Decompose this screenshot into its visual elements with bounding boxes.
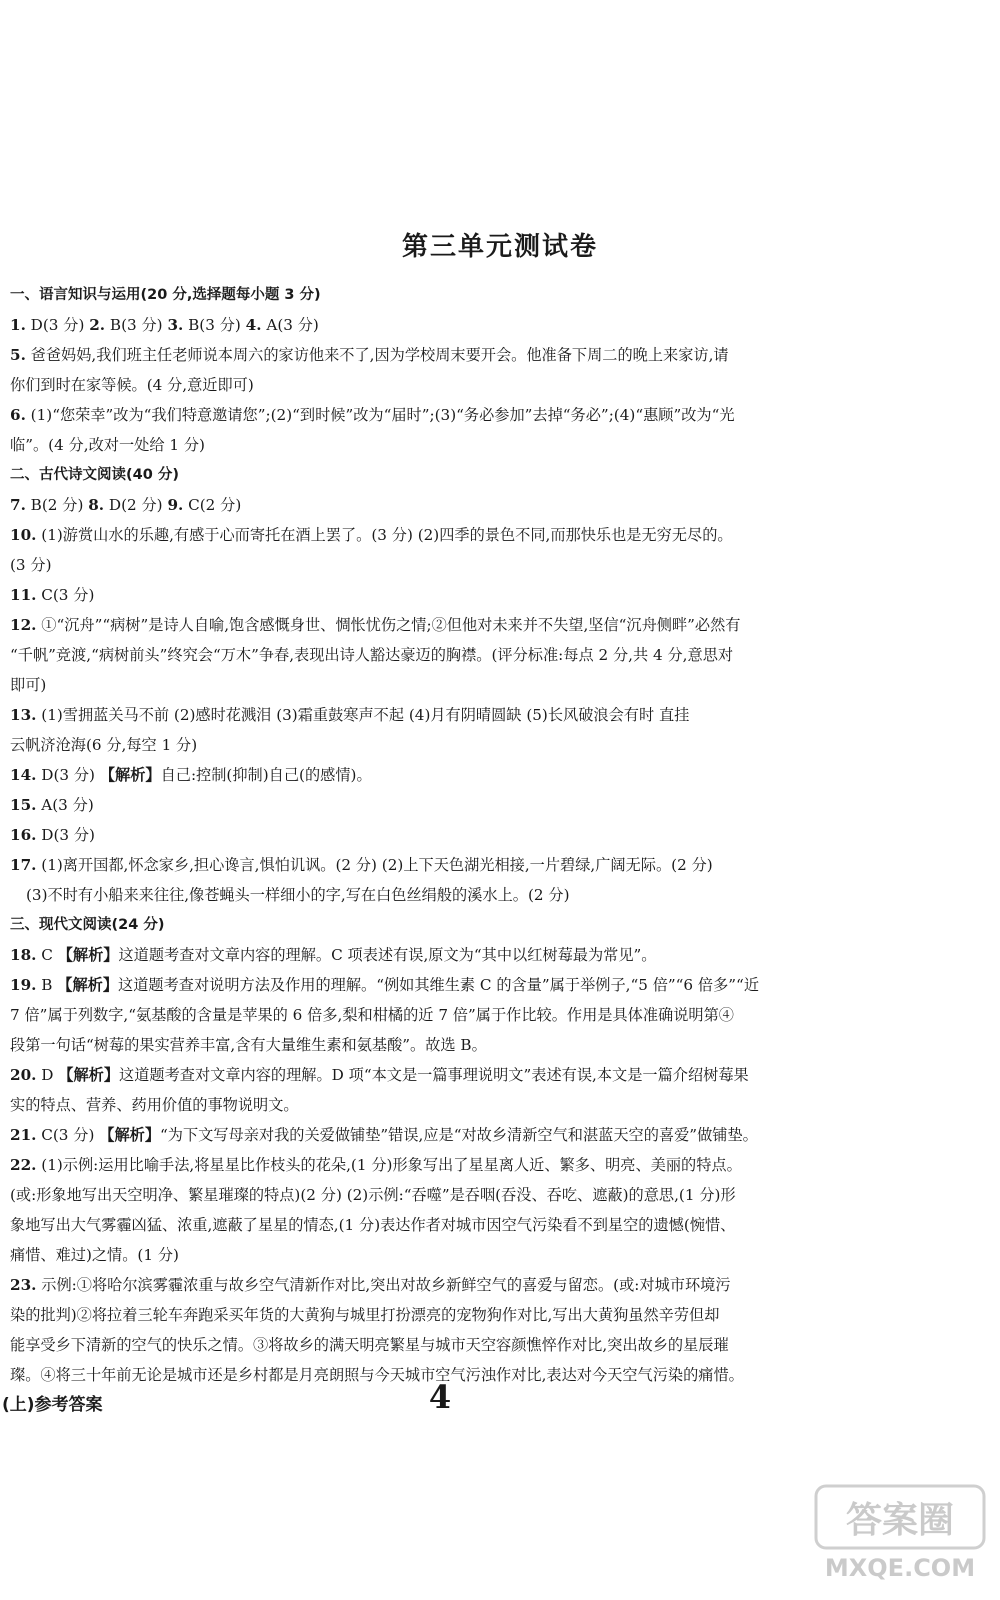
question-number: 11. (10, 586, 37, 604)
line-text: 你们到时在家等候。(4 分,意近即可) (10, 376, 254, 394)
analysis-tag: 【解析】 (57, 976, 119, 994)
answer-line (10, 850, 870, 880)
question-number: 13. (10, 706, 37, 724)
analysis-tag: 【解析】 (57, 946, 119, 964)
line-text: 染的批判)②将拉着三轮车奔跑采买年货的大黄狗与城里打扮漂亮的宠物狗作对比,写出大黄狗虽然辛劳但却 (10, 1306, 720, 1324)
answer-line (10, 580, 870, 610)
line-text: 实的特点、营养、药用价值的事物说明文。 (10, 1096, 299, 1114)
page-title: 第三单元测试卷 (401, 232, 598, 262)
answer-line (10, 370, 870, 400)
question-number: 16. (10, 826, 37, 844)
line-text: D(3 分) (25, 316, 90, 334)
line-text: 示例:①将哈尔滨雾霾浓重与故乡空气清新作对比,突出对故乡新鲜空气的喜爱与留恋。(或:对城市环境污 (36, 1276, 731, 1294)
answer-line (10, 1270, 870, 1300)
line-text: (1)游赏山水的乐趣,有感于心而寄托在酒上罢了。(3 分) (2)四季的景色不同,而那快乐也是无穷无尽的。 (36, 526, 733, 544)
line-text: (1)离开国都,怀念家乡,担心谗言,惧怕讥讽。(2 分) (2)上下天色湖光相接,一片碧绿,广阔无际。(2 分) (36, 856, 713, 874)
footer-label: (上)参考答案 (2, 1395, 103, 1415)
question-number: 20. (10, 1066, 37, 1084)
line-text: 三、现代文阅读(24 分) (10, 917, 165, 933)
question-number: 1. (10, 316, 26, 334)
answer-line (10, 1000, 870, 1030)
answer-line (10, 400, 870, 430)
line-text: 爸爸妈妈,我们班主任老师说本周六的家访他来不了,因为学校周末要开会。他准备下周二的晚上来家访,请 (25, 346, 729, 364)
watermark-main-text: 答案圈 (845, 1500, 955, 1541)
line-text: A(3 分) (36, 796, 94, 814)
answer-content (10, 280, 870, 1390)
line-text: D (36, 1066, 59, 1084)
answer-line (10, 1030, 870, 1060)
answer-line (10, 1090, 870, 1120)
answer-line (10, 940, 870, 970)
line-text: (1)示例:运用比喻手法,将星星比作枝头的花朵,(1 分)形象写出了星星离人近、繁多、明亮、美丽的特点。 (36, 1156, 742, 1174)
line-text: B(3 分) (183, 316, 246, 334)
line-text: A(3 分) (261, 316, 319, 334)
line-text: 临”。(4 分,改对一处给 1 分) (10, 436, 205, 454)
question-number: 5. (10, 346, 26, 364)
answer-line (10, 760, 870, 790)
line-text: 7 倍”属于列数字,“氨基酸的含量是苹果的 6 倍多,梨和柑橘的近 7 倍”属于作比较。作用是具体准确说明第④ (10, 1006, 734, 1024)
line-text: 即可) (10, 676, 47, 694)
question-number: 21. (10, 1126, 37, 1144)
line-text: 这道题考查对文章内容的理解。D 项“本文是一篇事理说明文”表述有误,本文是一篇介绍树莓果 (119, 1066, 749, 1084)
line-text: (或:形象地写出天空明净、繁星璀璨的特点)(2 分) (2)示例:“吞噬”是吞咽(吞没、吞吃、遮蔽)的意思,(1 分)形 (10, 1186, 736, 1204)
line-text: 这道题考查对说明方法及作用的理解。“例如其维生素 C 的含量”属于举例子,“5 倍”“6 倍多”“近 (118, 976, 760, 994)
section-heading (10, 280, 870, 310)
question-number: 23. (10, 1276, 37, 1294)
question-number: 9. (167, 496, 184, 514)
line-text: 能享受乡下清新的空气的快乐之情。③将故乡的满天明亮繁星与城市天空容颜憔悴作对比,突出故乡的星辰璀 (10, 1336, 729, 1354)
answer-line (10, 1330, 870, 1360)
question-number: 14. (10, 766, 37, 784)
answer-line (10, 490, 870, 520)
analysis-tag: 【解析】 (99, 1126, 160, 1144)
line-text: B (36, 976, 58, 994)
question-number: 4. (245, 316, 262, 334)
answer-line (10, 1300, 870, 1330)
line-text: ①“沉舟”“病树”是诗人自喻,饱含感慨身世、惆怅忧伤之情;②但他对未来并不失望,坚信“沉舟侧畔”必然有 (36, 616, 741, 634)
line-text: B(3 分) (105, 316, 168, 334)
answer-line (10, 1120, 870, 1150)
question-number: 6. (10, 406, 26, 424)
line-text: 段第一句话“树莓的果实营养丰富,含有大量维生素和氨基酸”。故选 B。 (10, 1036, 487, 1054)
answer-line (10, 730, 870, 760)
question-number: 8. (88, 496, 105, 514)
line-text: C(3 分) (36, 586, 95, 604)
analysis-tag: 【解析】 (99, 766, 161, 784)
answer-line (10, 340, 870, 370)
line-text: “千帆”竞渡,“病树前头”终究会“万木”争春,表现出诗人豁达豪迈的胸襟。(评分标准:每点 2 分,共 4 分,意思对 (10, 646, 734, 664)
question-number: 18. (10, 946, 37, 964)
line-text: (1)雪拥蓝关马不前 (2)感时花溅泪 (3)霜重鼓寒声不起 (4)月有阴晴圆缺 (5)长风破浪会有时 直挂 (36, 706, 690, 724)
answer-line (10, 520, 870, 550)
line-text: D(3 分) (36, 826, 95, 844)
line-text: 痛惜、难过)之情。(1 分) (10, 1246, 179, 1264)
question-number: 3. (167, 316, 184, 334)
answer-line (10, 640, 870, 670)
question-number: 19. (10, 976, 37, 994)
line-text: 一、语言知识与运用(20 分,选择题每小题 3 分) (10, 287, 321, 303)
question-number: 2. (89, 316, 106, 334)
line-text: 璨。④将三十年前无论是城市还是乡村都是月亮朗照与今天城市空气污浊作对比,表达对今天空气污染的痛惜。 (10, 1366, 744, 1384)
line-text: D(3 分) (36, 766, 100, 784)
answer-line (10, 820, 870, 850)
answer-line (10, 610, 870, 640)
line-text: (3)不时有小船来来往往,像苍蝇头一样细小的字,写在白色丝绢般的溪水上。(2 分) (26, 886, 570, 904)
section-heading (10, 460, 870, 490)
line-text: C (36, 946, 58, 964)
section-heading (10, 910, 870, 940)
line-text: 二、古代诗文阅读(40 分) (10, 467, 179, 483)
line-text: “为下文写母亲对我的关爱做铺垫”错误,应是“对故乡清新空气和湛蓝天空的喜爱”做铺垫。 (160, 1126, 758, 1144)
answer-line (10, 1210, 870, 1240)
line-text: 象地写出大气雾霾凶猛、浓重,遮蔽了星星的情态,(1 分)表达作者对城市因空气污染看不到星空的遗憾(惋惜、 (10, 1216, 736, 1234)
watermark-url-text: MXQE.COM (824, 1554, 976, 1582)
analysis-tag: 【解析】 (58, 1066, 120, 1084)
question-number: 7. (10, 496, 26, 514)
question-number: 22. (10, 1156, 37, 1174)
page-number: 4 (428, 1378, 452, 1416)
question-number: 15. (10, 796, 37, 814)
line-text: B(2 分) (25, 496, 89, 514)
answer-line (10, 1150, 870, 1180)
answer-line (10, 430, 870, 460)
answer-line (10, 790, 870, 820)
line-text: 这道题考查对文章内容的理解。C 项表述有误,原文为“其中以红树莓最为常见”。 (118, 946, 657, 964)
answer-line (10, 670, 870, 700)
answer-line (10, 1060, 870, 1090)
line-text: C(3 分) (36, 1126, 100, 1144)
question-number: 17. (10, 856, 37, 874)
question-number: 10. (10, 526, 37, 544)
question-number: 12. (10, 616, 37, 634)
answer-line (10, 550, 870, 580)
line-text: 云帆济沧海(6 分,每空 1 分) (10, 736, 198, 754)
answer-line (10, 700, 870, 730)
answer-line (10, 970, 870, 1000)
answer-line (10, 1240, 870, 1270)
answer-line (10, 310, 870, 340)
line-text: D(2 分) (104, 496, 168, 514)
answer-line (10, 880, 870, 910)
line-text: 自己:控制(抑制)自己(的感情)。 (160, 766, 372, 784)
line-text: (3 分) (10, 556, 52, 574)
answer-line (10, 1180, 870, 1210)
line-text: (1)“您荣幸”改为“我们特意邀请您”;(2)“到时候”改为“届时”;(3)“务必参加”去掉“务必”;(4)“惠顾”改为“光 (25, 406, 735, 424)
watermark-logo (810, 1480, 990, 1590)
line-text: C(2 分) (183, 496, 242, 514)
